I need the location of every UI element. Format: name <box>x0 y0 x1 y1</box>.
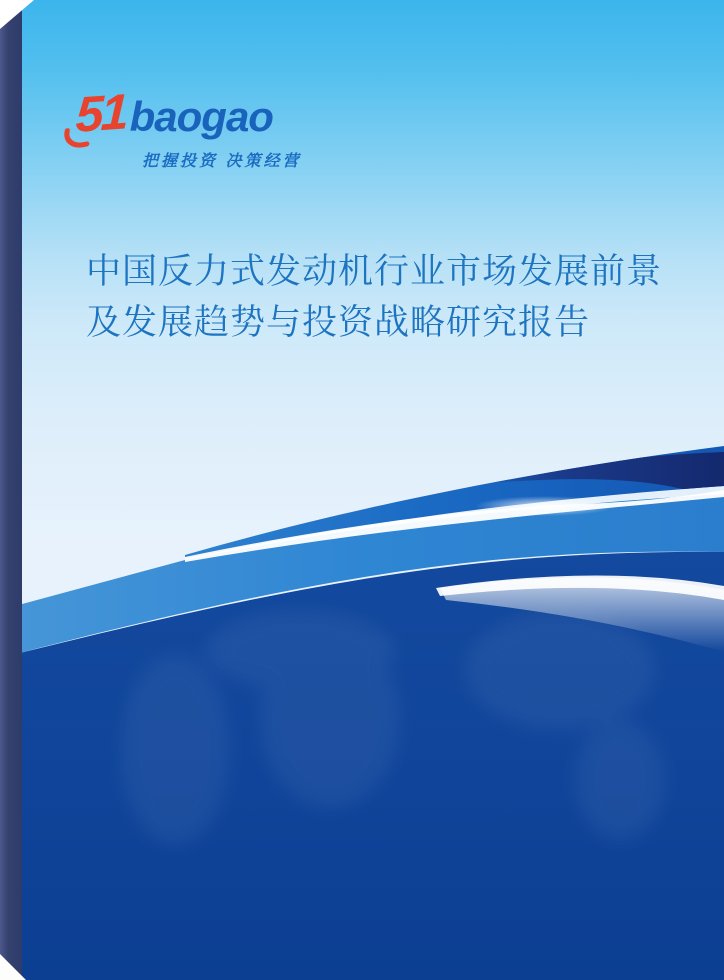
title-line-2: 及发展趋势与投资战略研究报告 <box>86 303 591 342</box>
logo-51-mark <box>74 83 131 143</box>
title-line-1: 中国反力式发动机行业市场发展前景 <box>86 252 663 291</box>
brand-logo <box>74 83 302 171</box>
wave-graphic <box>0 420 724 980</box>
logo-name-text: baogao <box>129 93 273 140</box>
logo-swoosh-icon <box>62 126 103 155</box>
logo-prefix-text: 51 <box>74 83 127 143</box>
logo-wordmark <box>74 83 301 143</box>
left-spine <box>0 0 22 980</box>
logo-tagline: 把握投资 决策经营 <box>142 153 302 170</box>
report-title <box>86 246 662 348</box>
